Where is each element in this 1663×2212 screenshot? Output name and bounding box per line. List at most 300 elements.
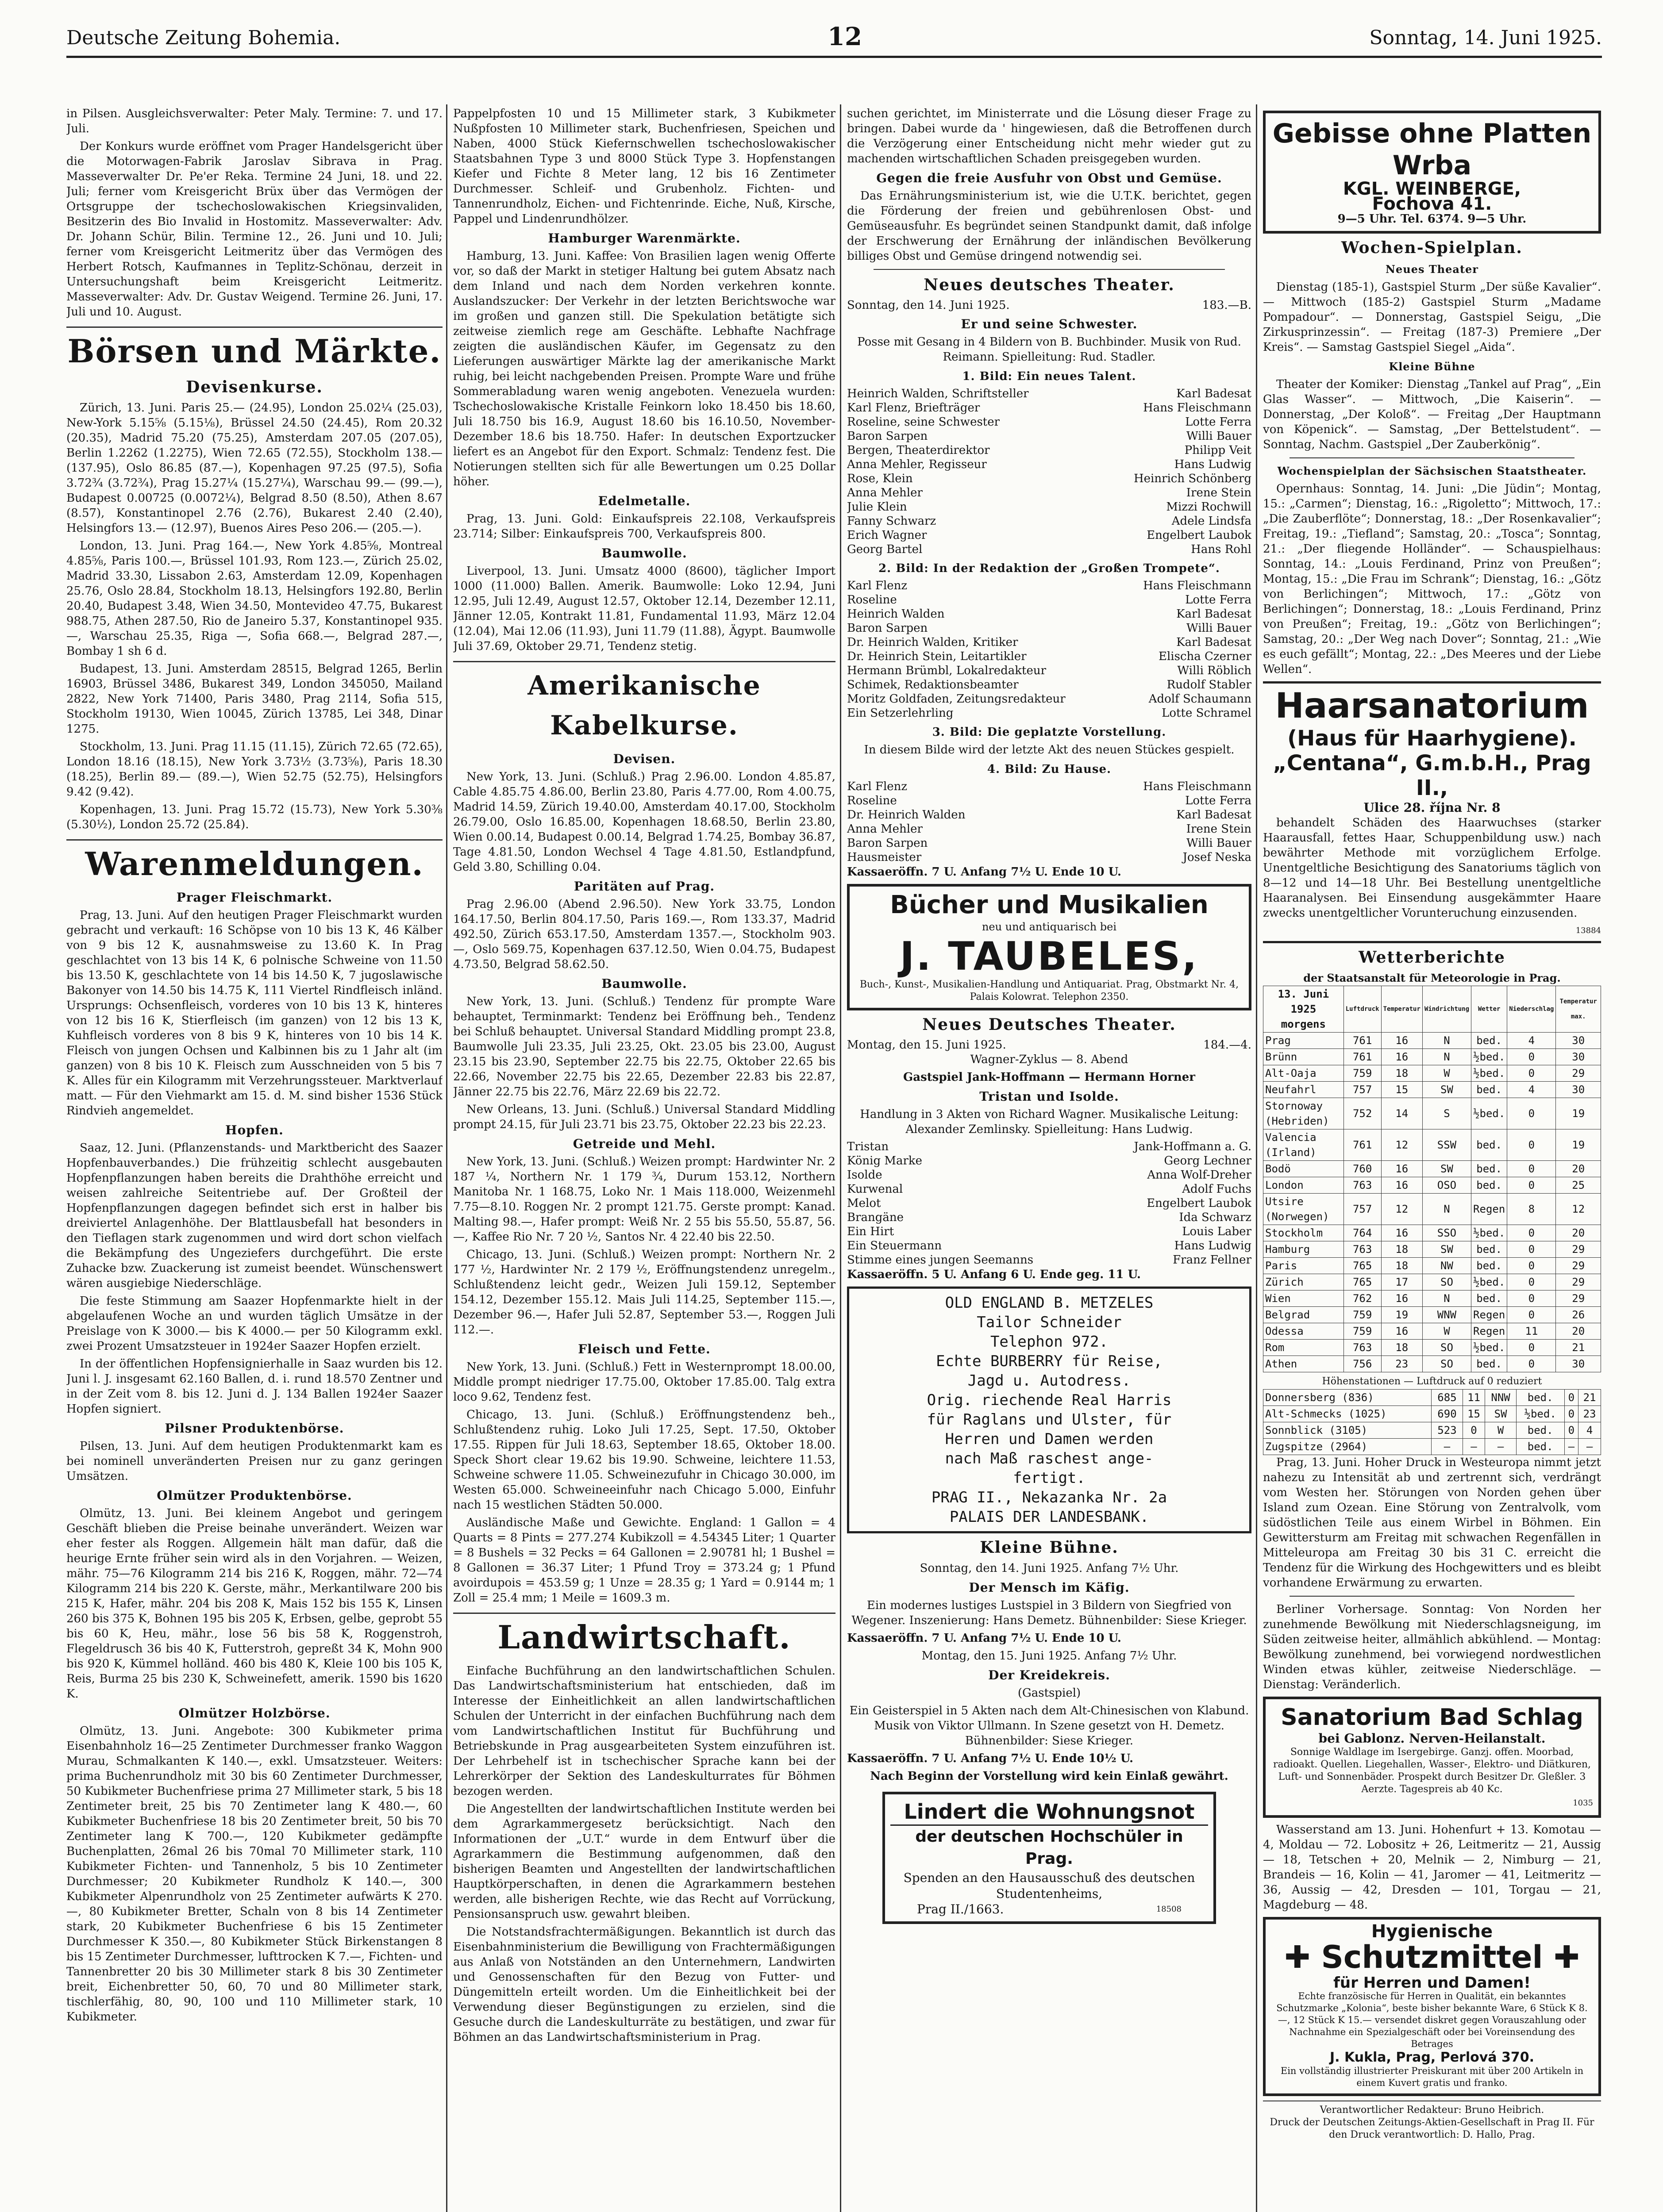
- issue-date: Sonntag, 14. Juni 1925.: [1369, 27, 1602, 49]
- theater-number: 184.—4.: [1203, 1038, 1251, 1052]
- weather-cell: 16: [1381, 1049, 1422, 1065]
- weather-cell: 0: [1507, 1177, 1556, 1194]
- paragraph: Einfache Buchführung an den landwirtschaftlichen Schulen. Das Landwirtschaftsministerium hat entschieden, daß im Interesse der Einheitlichkeit an allen landwirtschaftlichen Schulen der Unterricht in der einfachen Buchführung nach dem vom Landwirtschaftlichen Institut für Buchführung und Betriebskunde in Prag ausgearbeiteten System einzuführen ist. Der Lehrbehelf ist in tschechischer Sprache kann bei der Lehrerkörper der Sektion des Landeskulturrates für Böhmen bezogen werden.: [453, 1664, 835, 1798]
- weather-cell: 685: [1432, 1390, 1463, 1406]
- subheading-devisenkurse: Devisenkurse.: [186, 378, 323, 396]
- weather-cell: 763: [1343, 1177, 1381, 1194]
- cast-list: [847, 579, 1251, 720]
- cast-row: [847, 387, 1251, 401]
- paragraph: Der Konkurs wurde eröffnet vom Prager Handelsgericht über die Motorwagen-Fabrik Jaroslav Sibrava in Prag. Masseverwalter Dr. Pe'er Reka. Termine 24 Juni, 18. und 22. Juli; ferner vom Kreisgericht Brüx über das Vermögen der Ortsgruppe der tschechoslowakischen Kriegsinvaliden, Besitzerin des Bio Invalid in Hostomitz. Masseverwalter: Adv. Dr. Johann Schür, Bilin. Termine 12., 26. Juni und 10. Juli; ferner vom Kreisgericht Leitmeritz über das Vermögen des Herbert Rotsch, Kaufmannes in Teplitz-Schönau, derzeit in Untersuchungshaft beim Kreisgericht Leitmeritz. Masseverwalter: Adv. Dr. Gustav Weigend. Termine 26. Juni, 17. Juli und 10. August.: [66, 140, 443, 319]
- cast-role: Heinrich Walden: [847, 607, 945, 621]
- subheading: Edelmetalle.: [598, 494, 691, 508]
- weather-cell: bed.: [1471, 1129, 1507, 1161]
- theater-title: Neues Deutsches Theater.: [922, 1015, 1176, 1034]
- weather-cell: 29: [1556, 1274, 1601, 1290]
- weather-cell: W: [1485, 1422, 1516, 1439]
- weather-date-cell: 13. Juni 1925 morgens: [1263, 986, 1344, 1033]
- weather-cell: SW: [1485, 1406, 1516, 1422]
- weather-cell: bed.: [1516, 1422, 1564, 1439]
- cast-actor: Hans Ludwig: [1174, 1239, 1251, 1252]
- ad-subheading: neu und antiquarisch bei: [982, 921, 1117, 933]
- paragraph: New York, 13. Juni. (Schluß.) Prag 2.96.00. London 4.85.87, Cable 4.85.75 4.86.00, Berlin 23.80, Paris 4.77.00, Rom 4.00.75, Madrid 14.59, Zürich 19.40.00, Amsterdam 40.17.00, Stockholm 26.79.00, Oslo 16.85.00, Kopenhagen 18.68.50, Berlin 23.80, Wien 0.00.14, Budapest 0.00.14, Belgrad 1.74.25, Bombay 36.87, Tage 4.81.50, London Wechsel 4 Tage 4.81.50, Estlandpfund, Geld 3.80, Schilling 0.04.: [453, 770, 835, 874]
- weather-table: [1263, 986, 1601, 1372]
- weather-cell: 20: [1556, 1161, 1601, 1177]
- scene-title: 3. Bild: Die geplatzte Vorstellung.: [932, 726, 1166, 739]
- ad-text: Spenden an den Hausausschuß des deutschen Studentenheims,: [903, 1870, 1195, 1901]
- cast-actor: Lotte Ferra: [1185, 593, 1251, 607]
- cast-row: [847, 850, 1251, 864]
- kleine-buehne-title: Kleine Bühne.: [980, 1538, 1119, 1557]
- page-number: 12: [828, 22, 862, 51]
- weather-cell: ½bed.: [1516, 1406, 1564, 1422]
- subheading: Olmützer Holzbörse.: [178, 1706, 331, 1720]
- cast-actor: Heinrich Schönberg: [1133, 472, 1251, 485]
- weather-cell: 764: [1343, 1225, 1381, 1241]
- ad-heading: Bücher und Musikalien: [890, 891, 1209, 919]
- weather-cell: 21: [1556, 1340, 1601, 1356]
- play-subtitle: (Gastspiel): [1017, 1686, 1081, 1700]
- weather-row: [1263, 1129, 1601, 1161]
- ad-text: Sonnige Waldlage im Isergebirge. Ganzj. offen. Moorbad, radioakt. Quellen. Liegehallen, Wasser-, Elektro- und Diätkuren, Luft- und Sonnenbäder. Prospekt durch Besitzer Dr. Gleßler. 3 Aerzte. Tagespreis ab 40 Kc.: [1273, 1747, 1591, 1795]
- paragraph: New York, 13. Juni. (Schluß.) Tendenz für prompte Ware behauptet, Terminmarkt: Tendenz bei Eröffnung beh., Tendenz bei Schluß behauptet. Universal Standard Middling prompt 23.8, Baumwolle Juli 23.35, Juli 23.25, Okt. 23.05 bis 23.00, August 23.15 bis 23.90, September 22.75 bis 22.75, Oktober 22.65 bis 22.66, November 22.75 bis 22.65, Dezember 22.83 bis 22.87, Jänner 22.75 bis 22.76, März 22.69 bis 22.72.: [453, 995, 835, 1098]
- paragraph: Kopenhagen, 13. Juni. Prag 15.72 (15.73), New York 5.30⅜ (5.30½), London 25.72 (25.84).: [66, 803, 443, 831]
- weather-cell: 30: [1556, 1356, 1601, 1372]
- cast-role: Baron Sarpen: [847, 430, 928, 443]
- weather-row: [1263, 1323, 1601, 1340]
- cast-actor: Hans Fleischmann: [1143, 401, 1251, 415]
- paragraph: Hamburg, 13. Juni. Kaffee: Von Brasilien lagen wenig Offerte vor, so daß der Markt in stetiger Haltung bei gutem Absatz nach dem Inland und nach dem Norden verkehren konnte. Auslandszucker: Der Verkehr in der letzten Berichtswoche war im großen und ganzen still. Die Spekulation betätigte sich zeitweise ziemlich rege am Geschäfte. Lebhafte Nachfrage zeigten die ausländischen Käufer, im Gegensatz zu den Lieferungen auswärtiger Märkte lag der amerikanische Markt ruhig, bei leicht nachgebenden Preisen. Prompte Ware und frühe Sommerabladung waren wenig angeboten. Venezuela wurden: Tschechoslowakische Kristalle Feinkorn loko 18.450 bis 18.60, Juli 18.750 bis 16.9, August 18.60 bis 16.10.50, November-Dezember 18.6 bis 18.750. Hafer: In deutschen Exportzucker liefert es an Angebot für den Export. Schmalz: Tendenz fest. Die Notierungen stellten sich für alle Bewertungen um 0.25 Dollar höher.: [453, 250, 835, 488]
- weather-cell: NW: [1422, 1258, 1471, 1274]
- weather-row: [1263, 1307, 1601, 1323]
- play-description: Handlung in 3 Akten von Richard Wagner. Musikalische Leitung: Alexander Zemlinsky. Spielleitung: Hans Ludwig.: [860, 1108, 1239, 1136]
- paragraph: in Pilsen. Ausgleichsverwalter: Peter Maly. Termine: 7. und 17. Juli.: [66, 107, 443, 135]
- cast-actor: Adele Lindsfa: [1171, 515, 1251, 528]
- theater-times: Kassaeröffn. 5 U. Anfang 6 U. Ende geg. 11 U.: [847, 1268, 1141, 1281]
- cast-role: Heinrich Walden, Schriftsteller: [847, 387, 1029, 400]
- cast-list: [847, 780, 1251, 864]
- weather-cell: N: [1422, 1290, 1471, 1307]
- cast-row: [847, 649, 1251, 664]
- weather-cell: ½bed.: [1471, 1065, 1507, 1082]
- cast-actor: Engelbert Laubok: [1147, 1197, 1251, 1210]
- cast-row: [847, 808, 1251, 822]
- cross-icon: ✚: [1553, 1939, 1580, 1975]
- cast-row: [847, 1239, 1251, 1253]
- theater-guest: Gastspiel Jank-Hoffmann — Hermann Horner: [903, 1071, 1195, 1084]
- theater-date-row: [847, 298, 1251, 312]
- column-rule: [840, 104, 841, 2212]
- cast-row: [847, 500, 1251, 514]
- weather-cell: W: [1422, 1065, 1471, 1082]
- theater-date: Montag, den 15. Juni 1925. Anfang 7½ Uhr.: [921, 1649, 1177, 1663]
- weather-row: [1263, 1161, 1601, 1177]
- cast-row: [847, 1196, 1251, 1210]
- weather-cell: Wien: [1263, 1290, 1344, 1307]
- weather-cell: ½bed.: [1471, 1098, 1507, 1129]
- paragraph: Liverpool, 13. Juni. Umsatz 4000 (8600), täglicher Import 1000 (11.000) Ballen. Amerik. Baumwolle: Loko 12.94, Juni 12.95, Juli 12.49, August 12.57, Oktober 12.14, Dezember 12.11, Jänner 12.05, Kontrakt 11.81, Fundamental 11.93, März 12.04 (12.04), Mai 12.06 (11.93), Juni 11.79 (11.88), Ägypt. Baumwolle Juli 37.69, Oktober 29.71, Tendenz stetig.: [453, 565, 835, 653]
- weather-cell: 15: [1463, 1406, 1485, 1422]
- weather-row: [1263, 1390, 1601, 1406]
- weather-cell: bed.: [1471, 1177, 1507, 1194]
- theater-note: Nach Beginn der Vorstellung wird kein Einlaß gewährt.: [870, 1770, 1228, 1783]
- weather-cell: ½bed.: [1471, 1340, 1507, 1356]
- cast-actor: Hans Ludwig: [1174, 458, 1251, 471]
- cast-role: Hermann Brümbl, Lokalredakteur: [847, 664, 1047, 677]
- weather-row: [1263, 1225, 1601, 1241]
- weather-cell: Alt-Schmecks (1025): [1263, 1406, 1432, 1422]
- weather-cell: 11: [1507, 1323, 1556, 1340]
- cast-row: [847, 593, 1251, 607]
- weather-cell: 0: [1507, 1290, 1556, 1307]
- paragraph: Chicago, 13. Juni. (Schluß.) Weizen prompt: Northern Nr. 2 177 ½, Hardwinter Nr. 2 179 ½, Eröffnungstendenz unregelm., Schlußtendenz leicht gedr., Weizen Juli 159.12, September 154.12, Dezember 155.12. Mais Juli 114.25, September 115.—, Dezember 96.—, Hafer Juli 52.87, September 53.—, Roggen Juli 112.—.: [453, 1248, 835, 1336]
- paragraph: Pappelpfosten 10 und 15 Millimeter stark, 3 Kubikmeter Nußpfosten 10 Millimeter stark, Buchenfriesen, Speichen und Naben, 4000 Stück Kiefernschwellen tschechoslowakischer Staatsbahnen Type 3 und 8000 Stück Type 3. Hopfenstangen Kiefer und Fichte 8 Meter lang, 12 bis 16 Zentimeter Durchmesser. Schleif- und Grubenholz. Fichten- und Tannenrundholz, Eichen- und Fichtenrinde. Eiche, Nuß, Kirsche, Pappel und Lindenrundhölzer.: [453, 107, 835, 226]
- weather-cell: 30: [1556, 1082, 1601, 1098]
- weather-cell: WNW: [1422, 1307, 1471, 1323]
- weather-cell: 20: [1556, 1225, 1601, 1241]
- cast-actor: Hans Fleischmann: [1143, 579, 1251, 592]
- ad-main: [1271, 1939, 1593, 1975]
- subheading: Hamburger Warenmärkte.: [548, 231, 741, 246]
- cast-row: [847, 1182, 1251, 1196]
- newspaper-name: Deutsche Zeitung Bohemia.: [66, 27, 341, 49]
- subheading: Neues Theater: [1386, 263, 1478, 276]
- theater-times: Kassaeröffn. 7 U. Anfang 7½ U. Ende 10 U.: [847, 865, 1121, 879]
- weather-cell: 765: [1343, 1258, 1381, 1274]
- column-4: Gebisse ohne Platten Wrba KGL. WEINBERGE, Fochova 41. 9—5 Uhr. Tel. 6374. 9—5 Uhr. Wochen-Spielplan. Neues Theater Dienstag (185-1), Gastspiel Sturm „Der süße Kavalier“. — Mittwoch (185-2) Gastspiel Sturm „Madame Pompadour“. — Donnerstag, Gastspiel Seigu, „Die Zirkusprinzessin“. — Freitag (187-3) Premiere „Der Kreis“. — Samstag Gastspiel Siegel „Aida“. Kleine Bühne Theater der Komiker: Dienstag „Tankel auf Prag“, „Ein Glas Wasser“. — Mittwoch, „Die Kaiserin“. — Donnerstag, „Der Koloß“. — Freitag „Der Hauptmann von Köpenick“. — Samstag, „Der Bettelstudent“. — Sonntag, Nachm. Gastspiel „Der Zauberkönig“. Wochenspielplan der Sächsischen Staatstheater. Opernhaus: Sonntag, 14. Juni: „Die Jüdin“; Montag, 15.: „Carmen“; Dienstag, 16.: „Rigoletto“; Mittwoch, 17.: „Die Zauberflöte“; Donnerstag, 18.: „Der Rosenkavalier“; Freitag, 19.: „Tiefland“; Samstag, 20.: „Tosca“; Sonntag, 21.: „Der fliegende Holländer“. — Schauspielhaus: Sonntag, 14.: „Louis Ferdinand, Prinz von Preußen“; Montag, 15.: „Die Frau im Schrank“; Dienstag, 16.: „Götz von Berlichingen“; Mittwoch, 17.: „Götz von Berlichingen“; Donnerstag, 18.: „Louis Ferdinand, Prinz von Preußen“; Freitag, 19.: „Götz von Berlichingen“; Samstag, 20.: „Der Weg nach Dover“; Sonntag, 21.: „Wie es euch gefällt“; Montag, 22.: „Des Meeres und der Liebe Wellen“. Haarsanatorium (Haus für Haarhygiene). „Centana“, G.m.b.H., Prag II., Ulice 28. října Nr. 8 behandelt Schäden des Haarwuchses (starker Haarausfall, fettes Haar, Schuppenbildung usw.) nach bewährter Methode mit vorzüglichem Erfolge. Unentgeltliche Besichtigung des Sanatoriums täglich von 8—12 und 14—18 Uhr. Bei Bestellung unentgeltliche Haaranalysen. Bei Einsendung ausgekämmter Haare zwecks unentgeltlicher Vorunteruchung einzusenden. 13884 Wetterberichte der Staatsanstalt für Meteorologie in Prag. 13. Juni 1925 morgens Luftdruck Temperatur Windrichtung Wetter Niederschlag Temperatur max. Prag 761 16 N bed. 4 30 Brünn 761 16 N ½bed. 0 30 Alt-Oaja 759 18 W ½bed. 0 29 Neufahrl 757 15 SW bed. 4 30 Stornoway (Hebriden) 752 14 S ½bed. 0 19 Valencia (Irland) 761 12 SSW bed. 0 19 Bodö 760 16 SW bed. 0 20 London 763 16 OSO bed. 0 25 Utsire (Norwegen) 757 12 N Regen 8 12 Stockholm 764 16 SSO ½bed. 0 20 Hamburg 763 18 SW bed. 0 29 Paris 765 18 NW bed. 0 29 Zürich 765 17 SO ½bed. 0 29 Wien 762 16 N bed. 0 29 Belgrad 759 19 WNW Regen 0 26 Odessa 759 16 W Regen 11 20 Rom 763 18 SO ½bed. 0 21 Athen 756 23 SO bed. 0 30 Höhenstationen — Luftdruck auf 0 reduziert Donnersberg (836) 685 11 NNW bed. 0 21 Alt-Schmecks (1025) 690 15 SW ½bed. 0 23 Sonnblick (3105) 523 0 W bed. 0 4 Zugspitze (2964) — — — bed. — — Prag, 13. Juni. Hoher Druck in Westeuropa nimmt jetzt nahezu zu Intensität ab und zertrennt sich, verdrängt vom Westen her. Störungen von Norden gehen über Island zum Ozean. Eine Störung von Zentralvolk, vom südöstlichen Teile aus einem Wirbel in Böhmen. Ein Gewittersturm am Freitag mit schwachen Regenfällen in Mitteleuropa am Freitag 30 bis 31 C. erreicht die Tendenz für die Wirkung des Hochgewitters und es bleibt vorhandene Erwärmung zu erwarten. Berliner Vorhersage. Sonntag: Von Norden her zunehmende Bewölkung mit Niederschlagsneigung, im Süden zeitweise heiter, allmählich abkühlend. — Montag: Bewölkung zunehmend, bei vorwiegend nordwestlichen Winden etwas kühler, zeitweise Niederschläge. — Dienstag: Veränderlich. Sanatorium Bad Schlag bei Gablonz. Nerven-Heilanstalt. Sonnige Waldlage im Isergebirge. Ganzj. offen. Moorbad, radioakt. Quellen. Liegehallen, Wasser-, Elektro- und Diätkuren, Luft- und Sonnenbäder. Prospekt durch Besitzer Dr. Gleßler. 3 Aerzte. Tagespreis ab 40 Kc. 1035 Wasserstand am 13. Juni. Hohenfurt + 13. Komotau — 4, Moldau — 72. Lobositz + 26, Leitmeritz — 21, Aussig — 18, Tetschen + 20, Melnik — 2, Nimburg — 21, Brandeis — 16, Kolin — 41, Jaromer — 41, Leitmeritz — 36, Aussig — 42, Dresden — 101, Torgau — 21, Magdeburg — 48. Hygienische ✚ Schutzmittel ✚ für Herren und Damen! Echte französische für Herren in Qualität, ein bekanntes Schutzmarke „Kolonia“, beste bisher bekannte Ware, 6 Stück K 8.—, 12 Stück K 15.— versendet diskret gegen Vorauszahlung oder Nachnahme ein Spezialgeschäft oder bei Voreinsendung des Betrages J. Kukla, Prag, Perlová 370. Ein vollständig illustrierter Preiskurant mit über 200 Artikeln in einem Kuvert gratis und franko. Verantwortlicher Redakteur: Bruno Heibrich. Druck der Deutschen Zeitungs-Aktien-Gesellschaft in Prag II. Für den Druck verantwortlich: D. Hallo, Prag.: [1263, 106, 1601, 2212]
- weather-cell: SO: [1422, 1274, 1471, 1290]
- paragraph: Prag, 13. Juni. Auf den heutigen Prager Fleischmarkt wurden gebracht und verkauft: 16 Schöpse von 10 bis 13 K, 46 Kälber von 9 bis 12 K, ausnahmsweise zu 13.60 K. In Prag geschlachtet von 13 bis 14 K, 6 polnische Schweine von 11.50 bis 13.50 K, geschlachtete von 14 bis 14.50 K, 7 jugoslawische Bakonyer von 14.50 bis 14.75 K, 111 Viertel Rindfleisch inländ. Ursprungs: Ochsenfleisch, vorderes von 10 bis 13 K, hinteres von 12 bis 16 K, Stierfleisch (im ganzen) von 12 bis 13 K, Kuhfleisch vorderes von 8 bis 9 K, hinteres von 10 bis 14 K. Fleisch von jungen Ochsen und Kalbinnen bis zu 1 Jahr alt (im ganzen) von 8 bis 10 K. Fleisch zum Ausschneiden von 5 bis 7 K. Alles für ein Kilogramm mit Verzehrungssteuer. Marktverlauf matt. — Für den Viehmarkt am 15. d. M. sind bisher 1536 Stück Rindvieh angemeldet.: [66, 909, 443, 1118]
- section-heading-kabelkurse: Amerikanische Kabelkurse.: [453, 661, 835, 745]
- weather-row: [1263, 1241, 1601, 1258]
- cast-actor: Anna Wolf-Dreher: [1147, 1168, 1251, 1182]
- cast-role: Baron Sarpen: [847, 622, 928, 635]
- weather-row: [1263, 1439, 1601, 1455]
- weather-cell: 16: [1381, 1290, 1422, 1307]
- weather-row: [1263, 1065, 1601, 1082]
- cast-actor: Karl Badesat: [1176, 808, 1251, 822]
- weather-cell: bed.: [1471, 1161, 1507, 1177]
- ad-old-england: OLD ENGLAND B. METZELES Tailor Schneider Telephon 972. Echte BURBERRY für Reise, Jagd u. Autodress. Orig. riechende Real Harris für Raglans und Ulster, für Herren und Damen werden nach Maß raschest ange- fertigt. PRAG II., Nekazanka Nr. 2a PALAIS DER LANDESBANK.: [847, 1286, 1251, 1533]
- ad-number: 18508: [1156, 1905, 1182, 1914]
- weather-cell: 16: [1381, 1161, 1422, 1177]
- weather-cell: 752: [1343, 1098, 1381, 1129]
- paragraph: Stockholm, 13. Juni. Prag 11.15 (11.15), Zürich 72.65 (72.65), London 18.16 (18.15), New York 3.73½ (3.73⅝), Paris 18.30 (18.25), Berlin 89.— (89.—), Wien 52.75 (52.75), Helsingfors 9.42 (9.42).: [66, 740, 443, 799]
- cast-actor: Ida Schwarz: [1179, 1211, 1251, 1224]
- subheading: Pilsner Produktenbörse.: [165, 1421, 344, 1436]
- spielplan-title: Wochen-Spielplan.: [1341, 238, 1523, 257]
- weather-cell: N: [1422, 1194, 1471, 1225]
- footer-editor: Verantwortlicher Redakteur: Bruno Heibrich.: [1320, 2104, 1544, 2116]
- weather-cell: 759: [1343, 1323, 1381, 1340]
- paragraph: Prag, 13. Juni. Gold: Einkaufspreis 22.108, Verkaufspreis 23.714; Silber: Einkaufspreis 700, Verkaufspreis 800.: [453, 512, 835, 541]
- weather-cell: 760: [1343, 1161, 1381, 1177]
- cast-role: Fanny Schwarz: [847, 515, 936, 528]
- ad-address: Prag II./1663.: [917, 1902, 1004, 1916]
- weather-cell: 761: [1343, 1033, 1381, 1049]
- weather-col-header: Niederschlag: [1507, 986, 1556, 1033]
- cast-role: König Marke: [847, 1154, 923, 1167]
- weather-cell: 0: [1507, 1356, 1556, 1372]
- weather-cell: 761: [1343, 1049, 1381, 1065]
- ad-wohnungsnot: [882, 1792, 1216, 1924]
- weather-cell: 0: [1507, 1098, 1556, 1129]
- cast-list: [847, 387, 1251, 557]
- cast-actor: Willi Bauer: [1186, 430, 1251, 443]
- cast-actor: Franz Fellner: [1173, 1253, 1251, 1267]
- weather-cell: SO: [1422, 1340, 1471, 1356]
- cast-actor: Louis Laber: [1182, 1225, 1251, 1238]
- paragraph: Prag, 13. Juni. Hoher Druck in Westeuropa nimmt jetzt nahezu zu Intensität ab und zertrennt sich, verdrängt vom Westen her. Störungen von Norden gehen über Island zum Ozean. Eine Störung von Zentralvolk, vom südöstlichen Teile aus einem Wirbel in Böhmen. Ein Gewittersturm am Freitag mit schwachen Regenfällen in Mitteleuropa am Freitag 30 bis 31 C. erreicht die Tendenz für die Wirkung des Hochgewitters und es bleibt vorhandene Erwärmung zu erwarten.: [1263, 1456, 1601, 1590]
- play-title: Der Kreidekreis.: [988, 1668, 1110, 1682]
- cast-actor: Adolf Schaumann: [1148, 692, 1251, 706]
- weather-cell: London: [1263, 1177, 1344, 1194]
- weather-cell: 523: [1432, 1422, 1463, 1439]
- subheading: Baumwolle.: [601, 546, 687, 561]
- weather-row: [1263, 1033, 1601, 1049]
- weather-cell: Paris: [1263, 1258, 1344, 1274]
- weather-row: [1263, 1406, 1601, 1422]
- cast-role: Ein Steuermann: [847, 1239, 942, 1252]
- cast-role: Schimek, Redaktionsbeamter: [847, 678, 1019, 691]
- paragraph: Saaz, 12. Juni. (Pflanzenstands- und Marktbericht des Saazer Hopfenbauverbandes.) Die frühzeitig schlecht ausgebauten Hopfenpflanzungen haben bereits die Drahthöhe erreicht und weisen zahlreiche Seitentriebe auf. Der Großteil der Hopfenpflanzungen dagegen befindet sich erst in halber bis dreiviertel Anlagenhöhe. Der Blattlausbefall hat besonders in den Tieflagen stark zugenommen und wird dort schon vielfach die Bekämpfung des Ungeziefers durchgeführt. Die erste Zuhacke bzw. Zuackerung ist zumeist beendet. Wünschenswert wären ausgiebige Niederschläge.: [66, 1141, 443, 1290]
- paragraph: Die feste Stimmung am Saazer Hopfenmarkte hielt in der abgelaufenen Woche an und wurden täglich Umsätze in der Preislage von K 3000.— bis K 4000.— per 50 Kilogramm exkl. zwei Prozent Umsatzsteuer in 1924er Saazer Hopfen erzielt.: [66, 1294, 443, 1353]
- weather-cell: 15: [1381, 1082, 1422, 1098]
- weather-cell: 757: [1343, 1082, 1381, 1098]
- weather-cell: 30: [1556, 1033, 1601, 1049]
- paragraph: suchen gerichtet, im Ministerrate und die Lösung dieser Frage zu bringen. Dabei wurde da ' hingewiesen, daß die Betroffenen durch die Verzögerung einer Entscheidung nicht mehr wieder gut zu machenden wirtschaftlichen Schaden preisgegeben wurden.: [847, 107, 1251, 165]
- cast-actor: Karl Badesat: [1176, 607, 1251, 621]
- cast-actor: Engelbert Laubok: [1147, 529, 1251, 542]
- theater-date: Montag, den 15. Juni 1925.: [847, 1038, 1006, 1052]
- cast-actor: Lotte Ferra: [1185, 794, 1251, 807]
- weather-cell: Zürich: [1263, 1274, 1344, 1290]
- cast-row: [847, 443, 1251, 457]
- weather-cell: Regen: [1471, 1307, 1507, 1323]
- weather-cell: 17: [1381, 1274, 1422, 1290]
- weather-cell: S: [1422, 1098, 1471, 1129]
- cast-actor: Willi Bauer: [1186, 837, 1251, 850]
- cast-row: [847, 1253, 1251, 1267]
- cast-actor: Rudolf Stabler: [1166, 678, 1251, 691]
- theater-number: 183.—B.: [1202, 299, 1251, 312]
- cast-actor: Mizzi Rochwill: [1166, 500, 1251, 514]
- cast-role: Karl Flenz: [847, 780, 908, 793]
- cast-row: [847, 822, 1251, 836]
- paragraph: Das Ernährungsministerium ist, wie die U.T.K. berichtet, gegen die Förderung der freien und gebührenlosen Obst- und Gemüseausfuhr. Es begründet seinen Standpunkt damit, daß infolge der Erschwerung der Ernährung der inländischen Bevölkerung billiges Obst und Gemüse dringend notwendig sei.: [847, 189, 1251, 263]
- ad-subheading: bei Gablonz. Nerven-Heilanstalt.: [1318, 1731, 1546, 1746]
- paragraph: Theater der Komiker: Dienstag „Tankel auf Prag“, „Ein Glas Wasser“. — Mittwoch, „Die Kaiserin“. — Donnerstag, „Der Koloß“. — Freitag „Der Hauptmann von Köpenick“. — Samstag, „Der Bettelstudent“. — Sonntag, Nachm. Gastspiel „Der Zauberkönig“.: [1263, 378, 1601, 451]
- weather-cell: 0: [1507, 1241, 1556, 1258]
- paragraph: In der öffentlichen Hopfensignierhalle in Saaz wurden bis 12. Juni l. J. insgesamt 62.160 Ballen, d. i. rund 18.570 Zentner und in der Zeit vom 8. bis 12. Juni d. J. 134 Ballen 1924er Saazer Hopfen signiert.: [66, 1357, 443, 1416]
- ad-bad-schlag: [1263, 1697, 1601, 1818]
- paragraph: Dienstag (185-1), Gastspiel Sturm „Der süße Kavalier“. — Mittwoch (185-2) Gastspiel Sturm „Madame Pompadour“. — Donnerstag, Gastspiel Seigu, „Die Zirkusprinzessin“. — Freitag (187-3) Premiere „Der Kreis“. — Samstag Gastspiel Siegel „Aida“.: [1263, 280, 1601, 354]
- cast-actor: Karl Badesat: [1176, 636, 1251, 649]
- weather-cell: 4: [1578, 1422, 1601, 1439]
- ad-heading: Gebisse ohne Platten Wrba: [1272, 118, 1592, 181]
- cast-actor: Willi Bauer: [1186, 622, 1251, 635]
- cast-actor: Georg Lechner: [1164, 1154, 1251, 1167]
- theater-cycle: Wagner-Zyklus — 8. Abend: [970, 1053, 1128, 1066]
- weather-cell: 0: [1507, 1049, 1556, 1065]
- weather-cell: 759: [1343, 1065, 1381, 1082]
- weather-row: [1263, 1422, 1601, 1439]
- cast-role: Rose, Klein: [847, 472, 913, 485]
- subheading: Baumwolle.: [601, 976, 687, 991]
- play-description: Posse mit Gesang in 4 Bildern von B. Buchbinder. Musik von Rud. Reimann. Spielleitung: Rud. Stadler.: [857, 335, 1241, 364]
- cast-row: [847, 528, 1251, 542]
- weather-cell: 0: [1463, 1422, 1485, 1439]
- cast-row: [847, 542, 1251, 557]
- weather-cell: Neufahrl: [1263, 1082, 1344, 1098]
- column-3: [847, 106, 1251, 2212]
- weather-cell: —: [1485, 1439, 1516, 1455]
- ad-subheading: KGL. WEINBERGE,: [1343, 179, 1521, 199]
- weather-cell: 757: [1343, 1194, 1381, 1225]
- section-heading-warenmeldungen: Warenmeldungen.: [66, 839, 443, 884]
- cast-row: [847, 794, 1251, 808]
- weather-cell: 0: [1507, 1129, 1556, 1161]
- weather-cell: 763: [1343, 1340, 1381, 1356]
- weather-cell: bed.: [1516, 1439, 1564, 1455]
- weather-cell: 0: [1507, 1274, 1556, 1290]
- weather-cell: 11: [1463, 1390, 1485, 1406]
- weather-cell: 30: [1556, 1049, 1601, 1065]
- weather-cell: 29: [1556, 1065, 1601, 1082]
- weather-hoehen-note: Luftdruck auf 0 reduziert: [1417, 1376, 1542, 1387]
- cast-actor: Hans Fleischmann: [1143, 780, 1251, 793]
- ad-address: Ulice 28. října Nr. 8: [1363, 800, 1501, 815]
- play-title: Der Mensch im Käfig.: [969, 1580, 1130, 1595]
- scene-title: 4. Bild: Zu Hause.: [987, 763, 1112, 776]
- ad-address: Fochova 41.: [1372, 194, 1492, 214]
- paragraph: Ausländische Maße und Gewichte. England: 1 Gallon = 4 Quarts = 8 Pints = 277.274 Kubikzoll = 4.54345 Liter; 1 Quarter = 8 Bushels = 32 Pecks = 64 Gallonen = 2.90781 hl; 1 Bushel = 8 Gallonen = 36.37 Liter; 1 Pfund Troy = 373.24 g; 1 Pfund avoirdupois = 453.59 g; 1 Unze = 28.35 g; 1 Yard = 0.9144 m; 1 Zoll = 25.4 mm; 1 Meile = 1609.3 m.: [453, 1516, 835, 1605]
- subheading: Wochenspielplan der Sächsischen Staatstheater.: [1277, 465, 1587, 477]
- weather-cell: 14: [1381, 1098, 1422, 1129]
- cast-actor: Elischa Czerner: [1159, 650, 1251, 663]
- weather-cell: 16: [1381, 1033, 1422, 1049]
- cast-row: [847, 486, 1251, 500]
- weather-cell: NNW: [1485, 1390, 1516, 1406]
- cast-role: Roseline: [847, 593, 897, 607]
- weather-cell: 761: [1343, 1129, 1381, 1161]
- cast-row: [847, 678, 1251, 692]
- play-title: Er und seine Schwester.: [961, 317, 1138, 331]
- cast-role: Anna Mehler, Regisseur: [847, 458, 987, 471]
- column-1: [66, 106, 443, 2212]
- ad-company-name: J. TAUBELES,: [900, 933, 1199, 979]
- weather-hoehen-table: [1263, 1389, 1601, 1455]
- weather-cell: 16: [1381, 1225, 1422, 1241]
- weather-row: [1263, 1098, 1601, 1129]
- cast-role: Isolde: [847, 1168, 882, 1182]
- cast-row: [847, 692, 1251, 706]
- cast-role: Hausmeister: [847, 851, 922, 864]
- cast-role: Roseline: [847, 794, 897, 807]
- cast-row: [847, 1140, 1251, 1154]
- cast-actor: Lotte Ferra: [1185, 415, 1251, 429]
- weather-cell: 0: [1507, 1340, 1556, 1356]
- weather-cell: 0: [1507, 1161, 1556, 1177]
- weather-cell: —: [1432, 1439, 1463, 1455]
- weather-cell: ½bed.: [1471, 1225, 1507, 1241]
- weather-cell: OSO: [1422, 1177, 1471, 1194]
- weather-cell: 762: [1343, 1290, 1381, 1307]
- weather-cell: W: [1422, 1323, 1471, 1340]
- ad-address: J. Kukla, Prag, Perlová 370.: [1329, 2050, 1535, 2065]
- ad-text: Ein vollständig illustrierter Preiskurant mit über 200 Artikeln in einem Kuvert gratis und franko.: [1280, 2066, 1584, 2088]
- theater-date: Sonntag, den 14. Juni 1925. Anfang 7½ Uhr.: [920, 1562, 1179, 1575]
- ad-wrba: [1263, 111, 1601, 234]
- weather-cell: bed.: [1471, 1033, 1507, 1049]
- weather-cell: 23: [1578, 1406, 1601, 1422]
- play-description: Ein modernes lustiges Lustspiel in 3 Bildern von Siegfried von Wegener. Inszenierung: Hans Demetz. Bühnenbilder: Siese Krieger.: [851, 1599, 1247, 1627]
- weather-hoehen-title: Höhenstationen: [1322, 1376, 1401, 1387]
- cast-role: Dr. Heinrich Stein, Leitartikler: [847, 650, 1027, 663]
- footer-printer: Druck der Deutschen Zeitungs-Aktien-Gesellschaft in Prag II. Für den Druck verantwortlich: D. Hallo, Prag.: [1270, 2117, 1594, 2140]
- weather-col-header: Luftdruck: [1343, 986, 1381, 1033]
- cast-role: Kurwenal: [847, 1183, 903, 1196]
- play-title: Tristan und Isolde.: [979, 1089, 1119, 1104]
- cast-row: [847, 706, 1251, 720]
- cast-role: Dr. Heinrich Walden: [847, 808, 966, 822]
- weather-cell: —: [1578, 1439, 1601, 1455]
- ad-text: Echte französische für Herren in Qualität, ein bekanntes Schutzmarke „Kolonia“, beste bisher bekannte Ware, 6 Stück K 8.—, 12 Stück K 15.— versendet diskret gegen Vorauszahlung oder Nachnahme ein Spezialgeschäft oder bei Voreinsendung des Betrages: [1276, 1991, 1588, 2049]
- subheading: Getreide und Mehl.: [573, 1137, 716, 1151]
- weather-row: [1263, 1049, 1601, 1065]
- scene-title: 1. Bild: Ein neues Talent.: [962, 370, 1136, 383]
- weather-cell: 0: [1564, 1422, 1578, 1439]
- weather-col-header: Temperatur: [1381, 986, 1422, 1033]
- weather-cell: 0: [1507, 1225, 1556, 1241]
- weather-cell: 12: [1556, 1194, 1601, 1225]
- cast-row: [847, 401, 1251, 415]
- weather-cell: Zugspitze (2964): [1263, 1439, 1432, 1455]
- ad-heading: Haarsanatorium: [1275, 686, 1589, 726]
- weather-cell: 16: [1381, 1323, 1422, 1340]
- cast-role: Tristan: [847, 1140, 889, 1153]
- section-heading-landwirtschaft: Landwirtschaft.: [453, 1613, 835, 1657]
- weather-cell: 23: [1381, 1356, 1422, 1372]
- cast-row: [847, 579, 1251, 593]
- cast-role: Melot: [847, 1197, 881, 1210]
- weather-row: [1263, 1340, 1601, 1356]
- cast-role: Anna Mehler: [847, 486, 923, 499]
- paragraph: Zürich, 13. Juni. Paris 25.— (24.95), London 25.02¼ (25.03), New-York 5.15⅝ (5.15⅛), Brüssel 24.50 (24.45), Rom 20.32 (20.35), Madrid 75.20 (75.25), Amsterdam 207.05 (207.05), Berlin 1.2262 (1.2275), Wien 72.65 (72.55), Stockholm 138.— (137.95), Oslo 86.85 (87.—), Kopenhagen 97.25 (97.5), Sofia 3.72¾ (3.72¾), Prag 15.27¼ (15.27¼), Warschau 99.— (99.—), Budapest 0.00725 (0.0072¼), Belgrad 8.50 (8.50), Athen 8.67 (8.57), Konstantinopel 2.76 (2.76), Bukarest 2.40 (2.40), Helsingfors 13.— (12.97), Buenos Aires Peso 206.— (205.—).: [66, 401, 443, 535]
- weather-cell: SSO: [1422, 1225, 1471, 1241]
- subheading: Prager Fleischmarkt.: [176, 890, 333, 905]
- cross-icon: ✚: [1284, 1939, 1311, 1975]
- weather-col-header: Wetter: [1471, 986, 1507, 1033]
- weather-cell: 8: [1507, 1194, 1556, 1225]
- weather-cell: 12: [1381, 1194, 1422, 1225]
- cast-role: Baron Sarpen: [847, 837, 928, 850]
- weather-cell: Hamburg: [1263, 1241, 1344, 1258]
- weather-cell: Brünn: [1263, 1049, 1344, 1065]
- cast-role: Anna Mehler: [847, 822, 923, 836]
- weather-cell: 0: [1507, 1307, 1556, 1323]
- weather-cell: 25: [1556, 1177, 1601, 1194]
- paragraph: London, 13. Juni. Prag 164.—, New York 4.85⅝, Montreal 4.85⅝, Paris 100.—, Brüssel 101.93, Rom 123.—, Zürich 25.02, Madrid 33.30, Lissabon 2.63, Amsterdam 12.09, Kopenhagen 25.76, Oslo 28.84, Stockholm 18.13, Helsingfors 192.80, Berlin 20.40, Budapest 3.48, Wien 34.50, Montevideo 47.75, Bukarest 988.75, Athen 287.50, Rio de Janeiro 5.37, Konstantinopel 935.—, Warschau 25.35, Riga —, Sofia 668.—, Belgrad 287.—, Bombay 1 sh 6 d.: [66, 539, 443, 658]
- ad-heading: Hygienische: [1371, 1921, 1493, 1942]
- paragraph: New Orleans, 13. Juni. (Schluß.) Universal Standard Middling prompt 24.15, für Juli 23.71 bis 23.75, Oktober 22.23 bis 22.23.: [453, 1103, 835, 1131]
- weather-cell: 19: [1381, 1307, 1422, 1323]
- weather-cell: bed.: [1471, 1082, 1507, 1098]
- weather-cell: Valencia (Irland): [1263, 1129, 1344, 1161]
- cast-actor: Jank-Hoffmann a. G.: [1134, 1140, 1251, 1153]
- cast-role: Julie Klein: [847, 500, 907, 514]
- weather-cell: 19: [1556, 1098, 1601, 1129]
- ad-subheading: (Haus für Haarhygiene).: [1287, 726, 1577, 751]
